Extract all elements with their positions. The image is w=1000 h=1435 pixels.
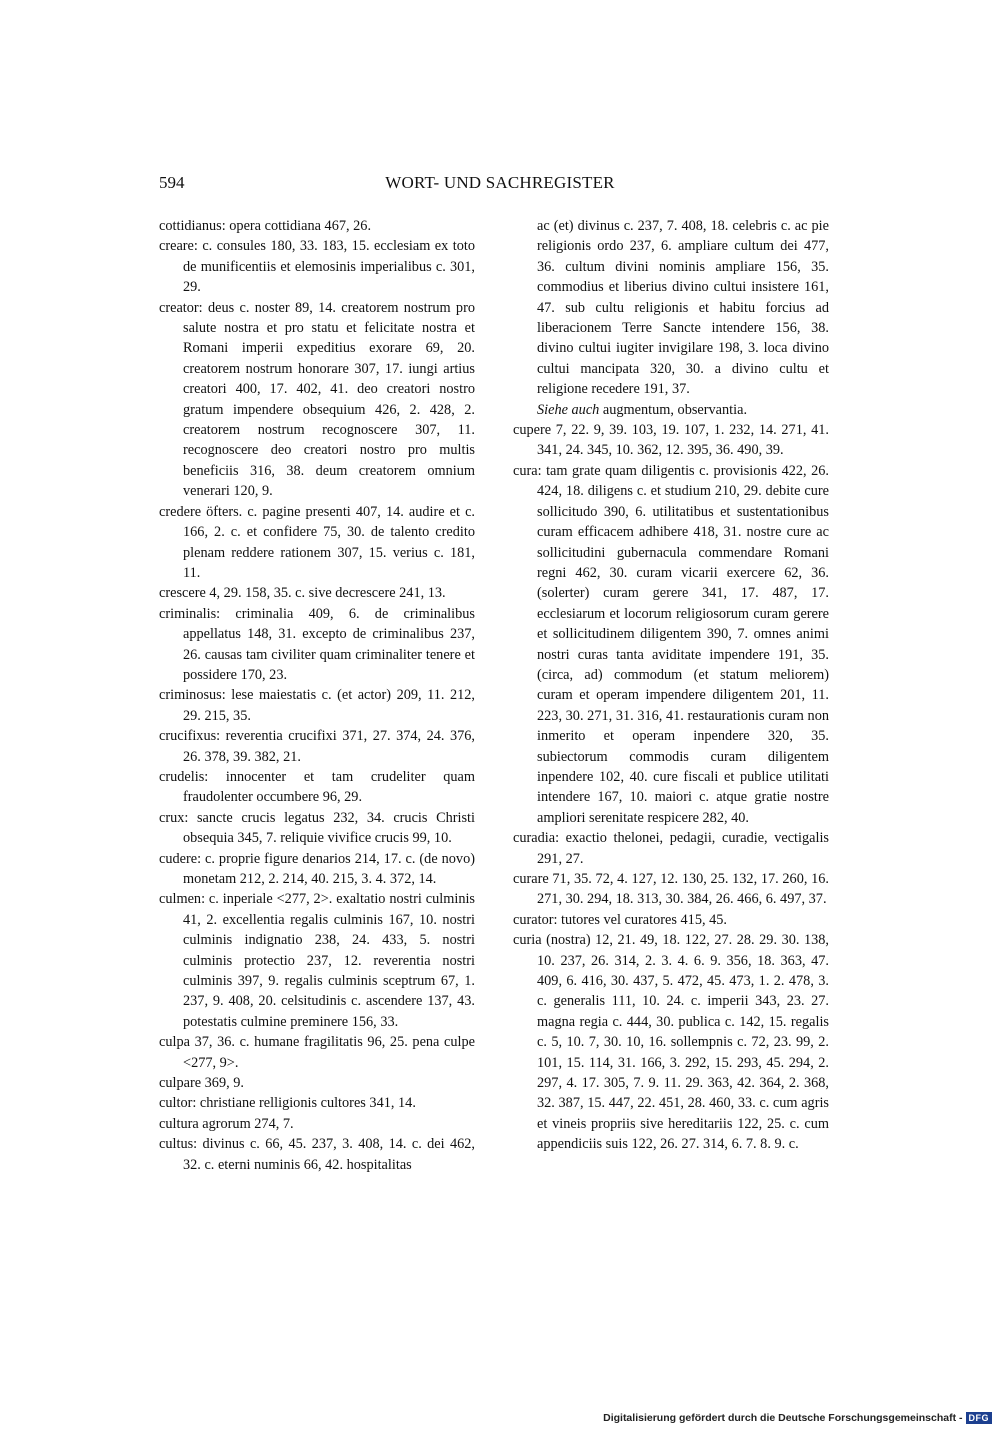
dfg-logo: DFG — [966, 1412, 993, 1424]
index-entry: culmen: c. inperiale <277, 2>. exaltatio nostri culminis 41, 2. excellentia regalis culminis 167, 10. nostri culminis indignatio 238, 24. 433, 5. nostri culminis protectio 237, 12. reverentia nostri culminis 397, 9. regalis culminis sceptrum 67, 1. 237, 9. 408, 20. celsitudinis c. ascendere 137, 43. potestatis culmine preminere 156, 33. — [159, 891, 475, 1030]
index-entry: culpare 369, 9. — [159, 1075, 244, 1092]
funding-footer — [603, 1412, 992, 1424]
index-entry: crudelis: innocenter et tam crudeliter quam fraudolenter occumbere 96, 29. — [159, 768, 475, 806]
see-also-label: Siehe auch — [537, 401, 600, 418]
index-entry: criminalis: criminalia 409, 6. de criminalibus appellatus 148, 31. excepto de criminalibus 237, 26. causas tam civiliter quam criminaliter tenere et possidere 170, 23. — [159, 605, 475, 683]
index-entry: creare: c. consules 180, 33. 183, 15. ecclesiam ex toto de munificentiis et elemosinis imperialibus c. 301, 29. — [159, 238, 475, 296]
page-number: 594 — [159, 173, 185, 192]
index-entry-continuation: ac (et) divinus c. 237, 7. 408, 18. celebris c. ac pie religionis ordo 237, 6. ampliare cultum dei 477, 36. cultum divini nominis ampliare 156, 35. commodius et liberius divino cultui insistere 161, 47. sub cultu religionis et habitu forcius ad liberacionem Terre Sancte intendere 156, 38. divino cultui iugiter invigilare 198, 3. loca divino cultui mancipata 320, 30. a divino cultu et religione recedere 191, 37. — [537, 218, 829, 398]
right-column — [513, 216, 829, 1155]
index-entry: criminosus: lese maiestatis c. (et actor) 209, 11. 212, 29. 215, 35. — [159, 687, 475, 724]
index-entry: creator: deus c. noster 89, 14. creatorem nostrum pro salute nostra et pro statu et felicitate nostra et Romani imperii expeditius exorare 69, 20. creatorem nostrum honorare 307, 17. iungi artius creatori 400, 17. 402, 41. deo creatori nostro gratum impendere obsequium 426, 2. 428, 2. creatorem nostrum recognoscere 307, 11. recognoscere deo creatori nostro pro multis beneficiis 316, 38. deum creatorem omnium venerari 120, 9. — [159, 299, 475, 500]
index-entry: curator: tutores vel curatores 415, 45. — [513, 911, 727, 928]
index-entry: crescere 4, 29. 158, 35. c. sive decrescere 241, 13. — [159, 585, 446, 602]
index-entry: curadia: exactio thelonei, pedagii, curadie, vectigalis 291, 27. — [513, 830, 829, 867]
index-entry: curare 71, 35. 72, 4. 127, 12. 130, 25. 132, 17. 260, 16. 271, 30. 294, 18. 313, 30. 384, 26. 466, 6. 497, 37. — [513, 871, 829, 908]
index-entry: crucifixus: reverentia crucifixi 371, 27. 374, 24. 376, 26. 378, 39. 382, 21. — [159, 728, 475, 765]
index-entry: cultor: christiane relligionis cultores 341, 14. — [159, 1095, 416, 1112]
index-entry: cudere: c. proprie figure denarios 214, 17. c. (de novo) monetam 212, 2. 214, 40. 215, 3. 4. 372, 14. — [159, 850, 475, 887]
left-column — [159, 216, 475, 1175]
index-entry: credere öfters. c. pagine presenti 407, 14. audire et c. 166, 2. c. et confidere 75, 30. de talento credito plenam reddere rationem 307, 15. verius c. 181, 11. — [159, 503, 475, 581]
index-entry: cura: tam grate quam diligentis c. provisionis 422, 26. 424, 18. diligens c. et studium 210, 29. debite cure sollicitudo 390, 6. utilitatibus et sustentationibus curam efficacem adhibere 418, 31. nostre cure ac sollicitudini gubernacula commendare Romani regni 462, 30. curam vicarii exercere 62, 36. (solerter) curam gerere 341, 17. 487, 17. ecclesiarum et locorum religiosorum curam gerere et sollicitudinem diligentem 390, 7. omnes animi nostri curas tanta aviditate impendere 191, 35. (circa, ad) commodum (et statum meliorem) curam et operam impendere diligentem 201, 11. 223, 30. 271, 31. 316, 41. restaurationis curam non inmerito et operam inpendere 320, 35. subiectorum commodis curam diligentem inpendere 102, 40. cure fiscali et publice utilitati intendere 167, 10. maiori c. atque gratie nostre ampliori serenitate respicere 282, 40. — [513, 462, 829, 826]
index-entry: cottidianus: opera cottidiana 467, 26. — [159, 218, 372, 234]
index-entry: cultus: divinus c. 66, 45. 237, 3. 408, 14. c. dei 462, 32. c. eterni numinis 66, 42. hospitalitas — [159, 1136, 475, 1173]
running-title: WORT- UND SACHREGISTER — [385, 173, 615, 192]
index-entry: curia (nostra) 12, 21. 49, 18. 122, 27. 28. 29. 30. 138, 10. 237, 26. 314, 2. 3. 4. 6. 9. 356, 18. 363, 47. 409, 6. 416, 30. 437, 5. 472, 45. 473, 1. 2. 478, 3. c. generalis 111, 10. 24. c. imperii 343, 23. 27. magna regia c. 444, 30. publica c. 142, 15. regalis c. 5, 10. 7, 30. 10, 16. sollempnis c. 72, 23. 99, 2. 101, 15. 114, 31. 166, 3. 292, 15. 293, 45. 294, 2. 297, 4. 17. 305, 7. 9. 11. 29. 363, 42. 364, 2. 368, 32. 387, 15. 447, 22. 451, 28. 460, 33. c. cum agris et vineis propriis sive hereditariis 122, 25. c. cum appendiciis suis 122, 26. 27. 314, 6. 7. 8. 9. c. — [513, 932, 829, 1153]
footer-text: Digitalisierung gefördert durch die Deutsche Forschungsgemeinschaft - — [603, 1412, 963, 1424]
index-entry: crux: sancte crucis legatus 232, 34. crucis Christi obsequia 345, 7. reliquie vivifice crucis 99, 10. — [159, 809, 475, 847]
see-also-reference — [513, 400, 829, 420]
index-entry: cultura agrorum 274, 7. — [159, 1115, 294, 1132]
see-also-targets: augmentum, observantia. — [602, 401, 748, 418]
index-entry: cupere 7, 22. 9, 39. 103, 19. 107, 1. 232, 14. 271, 41. 341, 24. 345, 10. 362, 12. 395, 36. 490, 39. — [513, 422, 829, 459]
index-entry: culpa 37, 36. c. humane fragilitatis 96, 25. pena culpe <277, 9>. — [159, 1034, 475, 1071]
